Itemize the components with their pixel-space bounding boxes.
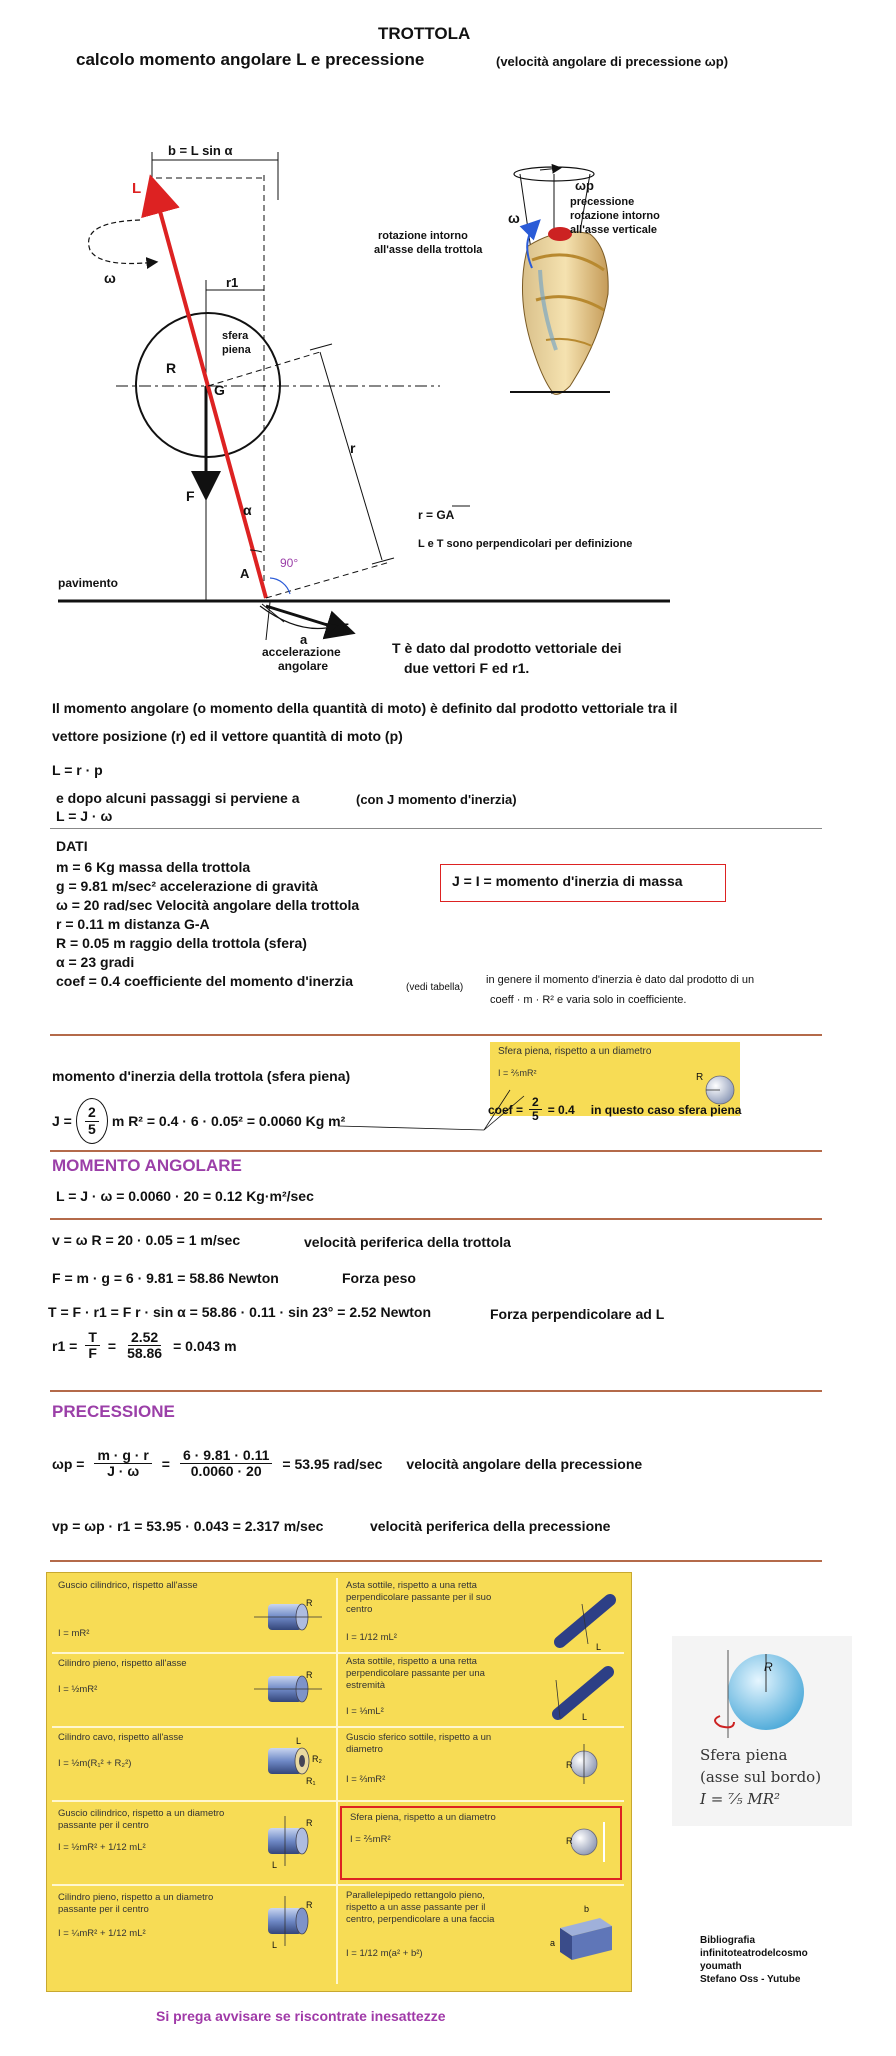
intro-line-2: vettore posizione (r) ed il vettore quantità di moto (p)	[52, 728, 403, 744]
precession-label-3: all'asse verticale	[570, 224, 658, 236]
torque-note-1: T è dato dal prodotto vettoriale dei	[392, 640, 622, 656]
dati-item: coef = 0.4 coefficiente del momento d'inerzia	[56, 973, 354, 989]
table-R-label: R	[566, 1760, 573, 1770]
precession-title: PRECESSIONE	[52, 1402, 175, 1421]
table-R2-label: R₂	[312, 1754, 322, 1764]
acceleration-label-1: accelerazione	[262, 645, 341, 659]
vp-note: velocità periferica della precessione	[370, 1518, 611, 1534]
intro-line-1: Il momento angolare (o momento della quantità di moto) è definito dal prodotto vettoriale tra il	[52, 700, 678, 716]
r1-den2: 58.86	[127, 1345, 163, 1362]
inertia-rest: m R² = 0.4 · 6 · 0.05² = 0.0060 Kg m²	[111, 1113, 346, 1129]
F-note: Forza peso	[342, 1270, 416, 1286]
thin-rod-center-icon	[560, 1600, 610, 1644]
footer-note: Si prega avvisare se riscontrate inesattezze	[156, 2008, 446, 2024]
T-formula: T = F · r1 = F r · sin α = 58.86 · 0.11 · sin 23° = 2.52 Newton	[48, 1304, 432, 1320]
coef-result: = 0.4	[547, 1102, 575, 1117]
inertia-mini-formula: I = ⅖mR²	[498, 1068, 537, 1078]
sphere-label-2: piena	[222, 344, 251, 356]
table-cell-formula: I = ⅓mL²	[346, 1706, 384, 1717]
r-label: r	[350, 440, 356, 456]
table-cell-formula: I = 1/12 m(a² + b²)	[346, 1948, 423, 1959]
inertia-mini-R: R	[696, 1072, 704, 1083]
table-cell-text: Parallelepipedo rettangolo pieno, rispetto a un asse passante per il centro, perpendicolare a una faccia	[346, 1890, 495, 1925]
side-R-label: R	[764, 1660, 773, 1674]
omega-label: ω	[104, 270, 116, 286]
spherical-shell-icon	[571, 1744, 597, 1784]
table-cell-text: Guscio sferico sottile, rispetto a un diametro	[346, 1732, 492, 1755]
table-L-label: L	[272, 1940, 278, 1950]
table-cell-text: Sfera piena, rispetto a un diametro	[350, 1812, 496, 1823]
sphere-edge-illustration	[680, 1640, 850, 1740]
r1-label: r1	[226, 275, 239, 290]
momento-title: MOMENTO ANGOLARE	[52, 1156, 242, 1175]
inertia-num: 2	[85, 1105, 99, 1121]
omega-p-result: = 53.95 rad/sec	[282, 1455, 383, 1472]
r1-result: = 0.043 m	[173, 1337, 237, 1354]
table-cell-text: Asta sottile, rispetto a una retta perpendicolare passante per una estremità	[346, 1656, 485, 1691]
torque-note-2: due vettori F ed r1.	[404, 660, 530, 676]
table-b-label: b	[584, 1904, 590, 1914]
solid-cylinder-diameter-icon	[268, 1896, 308, 1946]
dati-title: DATI	[56, 838, 88, 854]
side-line-2: (asse sul bordo)	[700, 1768, 822, 1786]
b-dimension-label: b = L sin α	[168, 143, 233, 158]
a-label: a	[300, 632, 308, 647]
rotation-label-1: rotazione intorno	[378, 230, 468, 242]
inertia-note-2: coeff · m · R² e varia solo in coefficiente.	[490, 994, 687, 1006]
inertia-den: 5	[87, 1120, 96, 1137]
T-label: T	[340, 620, 349, 636]
cylinder-diameter-icon	[268, 1816, 308, 1866]
v-formula: v = ω R = 20 · 0.05 = 1 m/sec	[52, 1232, 241, 1248]
table-R-label: R	[306, 1670, 313, 1680]
table-L-label: L	[272, 1860, 278, 1870]
coef-note: in questo caso sfera piena	[590, 1102, 742, 1117]
inertia-J: J =	[52, 1113, 72, 1129]
intro-line-3: e dopo alcuni passaggi si perviene a	[56, 790, 300, 806]
vp-formula: vp = ωp · r1 = 53.95 · 0.043 = 2.317 m/sec	[52, 1518, 324, 1534]
table-cell-formula: I = ⅔mR²	[346, 1774, 386, 1785]
coef-label: coef =	[488, 1102, 524, 1117]
coef-num: 2	[529, 1096, 542, 1110]
table-cell-formula: I = mR²	[58, 1628, 90, 1639]
r1-den: F	[88, 1345, 97, 1362]
table-cell-text: Guscio cilindrico, rispetto all'asse	[58, 1580, 198, 1591]
bibliography	[700, 1934, 808, 1986]
dati-item: m = 6 Kg massa della trottola	[56, 859, 251, 875]
omega-rotation-label: ω	[508, 210, 520, 226]
table-R-label: R	[566, 1836, 573, 1846]
F-formula: F = m · g = 6 · 9.81 = 58.86 Newton	[52, 1270, 279, 1286]
A-label: A	[240, 566, 250, 581]
v-note: velocità periferica della trottola	[304, 1234, 511, 1250]
coef-den: 5	[532, 1109, 539, 1124]
momento-formula: L = J · ω = 0.0060 · 20 = 0.12 Kg·m²/sec	[56, 1188, 314, 1204]
omega-p-den2: 0.0060 · 20	[190, 1463, 262, 1480]
omega-p-formula: ωp = $\frac{m \cdot g \cdot r}{J \cdot \omega}$ = $\frac{6 \cdot 9.81 \cdot 0.11}{0.0060 \cdot 20}$ = 53.95 rad/sec velocità angolare della precessione	[52, 1447, 643, 1480]
table-L-label: L	[582, 1712, 588, 1722]
page-subtitle: calcolo momento angolare L e precessione	[76, 50, 425, 69]
rectangular-box-icon	[560, 1918, 612, 1960]
intro-line-3b: (con J momento d'inerzia)	[356, 792, 517, 807]
formula-L-Jw: L = J · ω	[56, 808, 113, 824]
table-cell-formula: I = ½mR²	[58, 1684, 98, 1695]
inertia-mini-title: Sfera piena, rispetto a un diametro	[498, 1046, 652, 1057]
inertia-definition: J = I = momento d'inerzia di massa	[452, 873, 683, 889]
r1-num2: 2.52	[128, 1330, 161, 1346]
solid-sphere-icon	[571, 1822, 604, 1862]
table-cell-formula: I = ½m(R₁² + R₂²)	[58, 1758, 132, 1769]
L-vector-label: L	[132, 180, 142, 197]
table-cell-formula: I = 1/12 mL²	[346, 1632, 397, 1643]
table-R-label: R	[306, 1818, 313, 1828]
page-title: TROTTOLA	[378, 24, 471, 43]
dati-item: R = 0.05 m raggio della trottola (sfera)	[56, 935, 307, 951]
table-R-label: R	[306, 1598, 313, 1608]
omega-p-label: ωp	[575, 178, 594, 193]
table-cell-formula: I = ⅖mR²	[350, 1834, 391, 1845]
dati-item: ω = 20 rad/sec Velocità angolare della trottola	[56, 897, 360, 913]
table-cell-text: Guscio cilindrico, rispetto a un diametro passante per il centro	[58, 1808, 225, 1831]
inertia-heading: momento d'inerzia della trottola (sfera piena)	[52, 1068, 351, 1084]
inertia-note-1: in genere il momento d'inerzia è dato dal prodotto di un	[486, 974, 755, 986]
R-label: R	[166, 360, 177, 376]
omega-p-lbl: ωp =	[52, 1455, 85, 1472]
table-cell-formula: I = ¼mR² + 1/12 mL²	[58, 1928, 146, 1939]
biblio-line: Bibliografia	[700, 1935, 756, 1946]
biblio-line: youmath	[700, 1961, 742, 1972]
rotation-label-2: all'asse della trottola	[374, 244, 483, 256]
omega-p-den: J · ω	[107, 1463, 140, 1480]
table-R1-label: R₁	[306, 1776, 316, 1786]
T-note: Forza perpendicolare ad L	[490, 1306, 665, 1322]
precession-label-1: precessione	[570, 196, 635, 208]
precession-label-2: rotazione intorno	[570, 210, 660, 222]
sphere-label-1: sfera	[222, 330, 249, 342]
perpendicular-note: L e T sono perpendicolari per definizione	[418, 538, 633, 550]
hollow-cylinder-icon	[268, 1748, 309, 1774]
r1-formula: r1 = $\frac{T}{F}$ = $\frac{2.52}{58.86}$ = 0.043 m	[52, 1329, 237, 1362]
dati-item: α = 23 gradi	[56, 954, 135, 970]
dati-item: g = 9.81 m/sec² accelerazione di gravità	[56, 878, 318, 894]
right-angle-label: 90°	[280, 556, 299, 570]
r1-num: T	[85, 1330, 100, 1346]
page-subtitle-note: (velocità angolare di precessione ωp)	[496, 54, 729, 69]
r1-label: r1 =	[52, 1337, 78, 1354]
table-a-label: a	[550, 1938, 556, 1948]
table-cell-text: Cilindro cavo, rispetto all'asse	[58, 1732, 184, 1743]
omega-p-num2: 6 · 9.81 · 0.11	[180, 1448, 272, 1464]
floor-label: pavimento	[58, 576, 119, 590]
table-R-label: R	[306, 1900, 313, 1910]
table-cell-text: Cilindro pieno, rispetto a un diametro passante per il centro	[58, 1892, 214, 1915]
biblio-line: infinitoteatrodelcosmo	[700, 1948, 808, 1959]
r-definition: r = GA	[418, 508, 455, 522]
vedi-tabella: (vedi tabella)	[406, 982, 464, 993]
table-cell-text: Cilindro pieno, rispetto all'asse	[58, 1658, 187, 1669]
omega-p-num: m · g · r	[94, 1448, 151, 1464]
dati-item: r = 0.11 m distanza G-A	[56, 916, 210, 932]
table-L-label: L	[596, 1642, 602, 1652]
biblio-line: Stefano Oss - Yutube	[700, 1974, 801, 1985]
G-label: G	[214, 382, 225, 398]
acceleration-label-2: angolare	[278, 659, 329, 673]
formula-L-rp: L = r · p	[52, 762, 103, 778]
table-cell-formula: I = ½mR² + 1/12 mL²	[58, 1842, 146, 1853]
F-label: F	[186, 488, 195, 504]
side-line-3: I = ⁷⁄₅ MR²	[700, 1790, 780, 1808]
table-L-label: L	[296, 1736, 302, 1746]
table-cell-text: Asta sottile, rispetto a una retta perpendicolare passante per il suo centro	[346, 1580, 492, 1615]
alpha-label: α	[243, 502, 252, 518]
omega-p-note: velocità angolare della precessione	[406, 1455, 643, 1472]
side-line-1: Sfera piena	[700, 1746, 788, 1764]
